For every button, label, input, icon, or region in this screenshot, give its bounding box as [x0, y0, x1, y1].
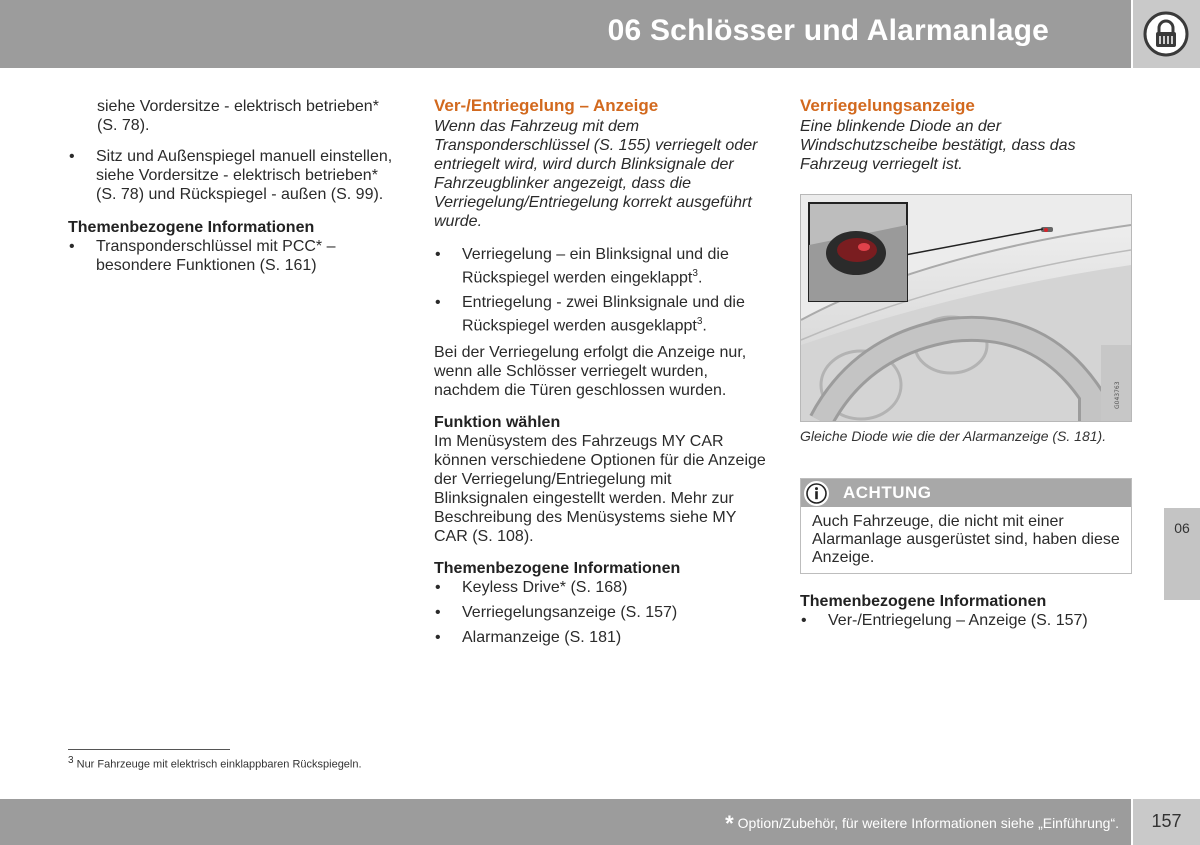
section-heading: Ver-/Entriegelung – Anzeige [434, 96, 659, 115]
list-item: • Entriegelung - zwei Blinksignale und die Rückspiegel werden ausgeklappt$^3$. [435, 294, 745, 335]
footnote-number: 3 [68, 755, 74, 766]
related-link-item[interactable] [434, 628, 768, 647]
list-item-text: Verriegelung – ein Blinksignal und die Rückspiegel werden eingeklappt [462, 246, 729, 287]
related-heading: Themenbezogene Informationen [434, 559, 681, 577]
list-item-text: Entriegelung - zwei Blinksignale und die Rückspiegel werden ausgeklappt [462, 294, 745, 335]
related-heading: Themenbezogene Informationen [68, 219, 315, 236]
dashboard-illustration [800, 194, 1132, 422]
asterisk-icon: * [725, 811, 734, 836]
page-number: 157 [1151, 811, 1182, 831]
chapter-icon-box [1133, 0, 1200, 68]
page-number-box [1133, 799, 1200, 845]
bullet-icon: • [435, 628, 441, 646]
footnote-ref: 3 [692, 268, 698, 279]
dashboard-drawing [801, 195, 1131, 421]
figure-code: G043763 [1114, 381, 1121, 409]
footnote-text: Nur Fahrzeuge mit elektrisch einklappbaren Rückspiegeln. [76, 758, 362, 771]
related-link-item[interactable] [434, 578, 768, 597]
bullet-icon: • [435, 603, 441, 621]
chapter-header [0, 0, 1131, 68]
section-intro: Eine blinkende Diode an der Windschutzscheibe bestätigt, dass das Fahrzeug verriegelt ist. [800, 118, 1076, 173]
chapter-title: 06 Schlösser und Alarmanlage [607, 14, 1049, 47]
notice-header [801, 479, 1131, 507]
figure-caption: Gleiche Diode wie die der Alarmanzeige (S. 181). [800, 428, 1107, 444]
footnote-ref: 3 [696, 316, 703, 328]
notice-title: ACHTUNG [843, 483, 932, 502]
footnote [68, 755, 362, 771]
related-heading: Themenbezogene Informationen [800, 593, 1047, 610]
bullet-icon: • [801, 612, 807, 629]
column-3 [800, 96, 1125, 174]
info-icon [804, 481, 829, 506]
related-link-text[interactable]: Keyless Drive* (S. 168) [462, 578, 628, 596]
page-footer [0, 799, 1131, 845]
footnote-divider [68, 749, 230, 750]
section-heading: Verriegelungsanzeige [800, 96, 975, 115]
bullet-icon: • [435, 578, 441, 596]
list-item: • Verriegelung – ein Blinksignal und die Rückspiegel werden eingeklappt$^3$. [435, 246, 729, 287]
list-item [68, 147, 398, 204]
related-link-text[interactable]: Transponderschlüssel mit PCC* – besondere Funktionen (S. 161) [96, 238, 336, 274]
notice-box [800, 478, 1132, 574]
footer-note-text: Option/Zubehör, für weitere Informationen siehe „Einführung“. [737, 815, 1119, 831]
related-link-text[interactable]: Ver-/Entriegelung – Anzeige (S. 157) [828, 612, 1088, 629]
footer-note [725, 811, 1119, 837]
column-1 [68, 97, 398, 275]
related-link-item[interactable] [800, 611, 1125, 630]
related-link-item[interactable] [68, 237, 398, 275]
related-link-text[interactable]: Alarmanzeige (S. 181) [462, 628, 622, 646]
list-item-text: Sitz und Außenspiegel manuell einstellen, siehe Vordersitze - elektrisch betrieben* (S. 78) und Rückspiegel - außen (S. 99). [96, 148, 393, 203]
function-heading: Funktion wählen [434, 413, 561, 431]
function-text: Im Menüsystem des Fahrzeugs MY CAR können verschiedene Optionen für die Anzeige der Verriegelung/Entriegelung mit Blinksignalen eingestellt werden. Mehr zur Beschreibung des Menüsystems siehe MY CAR (S. 108). [434, 432, 766, 545]
lock-icon [1143, 11, 1189, 57]
bullet-icon: • [69, 238, 75, 255]
chapter-side-tab [1164, 508, 1200, 600]
column-2 [434, 96, 768, 647]
bullet-icon: • [435, 294, 441, 312]
related-link-text[interactable]: Verriegelungsanzeige (S. 157) [462, 603, 678, 621]
bullet-icon: • [69, 148, 75, 165]
paragraph: Bei der Verriegelung erfolgt die Anzeige nur, wenn alle Schlösser verriegelt wurden, nachdem die Türen geschlossen wurden. [434, 343, 747, 399]
column-3-related [800, 592, 1125, 630]
notice-text: Auch Fahrzeuge, die nicht mit einer Alarmanlage ausgerüstet sind, haben diese Anzeige. [812, 513, 1120, 566]
chapter-side-tab-label: 06 [1174, 520, 1190, 536]
section-intro: Wenn das Fahrzeug mit dem Transponderschlüssel (S. 155) verriegelt oder entriegelt wird, wird durch Blinksignale der Fahrzeugblinker angezeigt, dass die Verriegelung/Entriegelung korrekt ausgeführt wurde. [434, 118, 758, 230]
bullet-icon: • [435, 246, 441, 263]
continued-text: siehe Vordersitze - elektrisch betrieben* (S. 78). [97, 98, 379, 134]
related-link-item[interactable] [434, 603, 768, 622]
